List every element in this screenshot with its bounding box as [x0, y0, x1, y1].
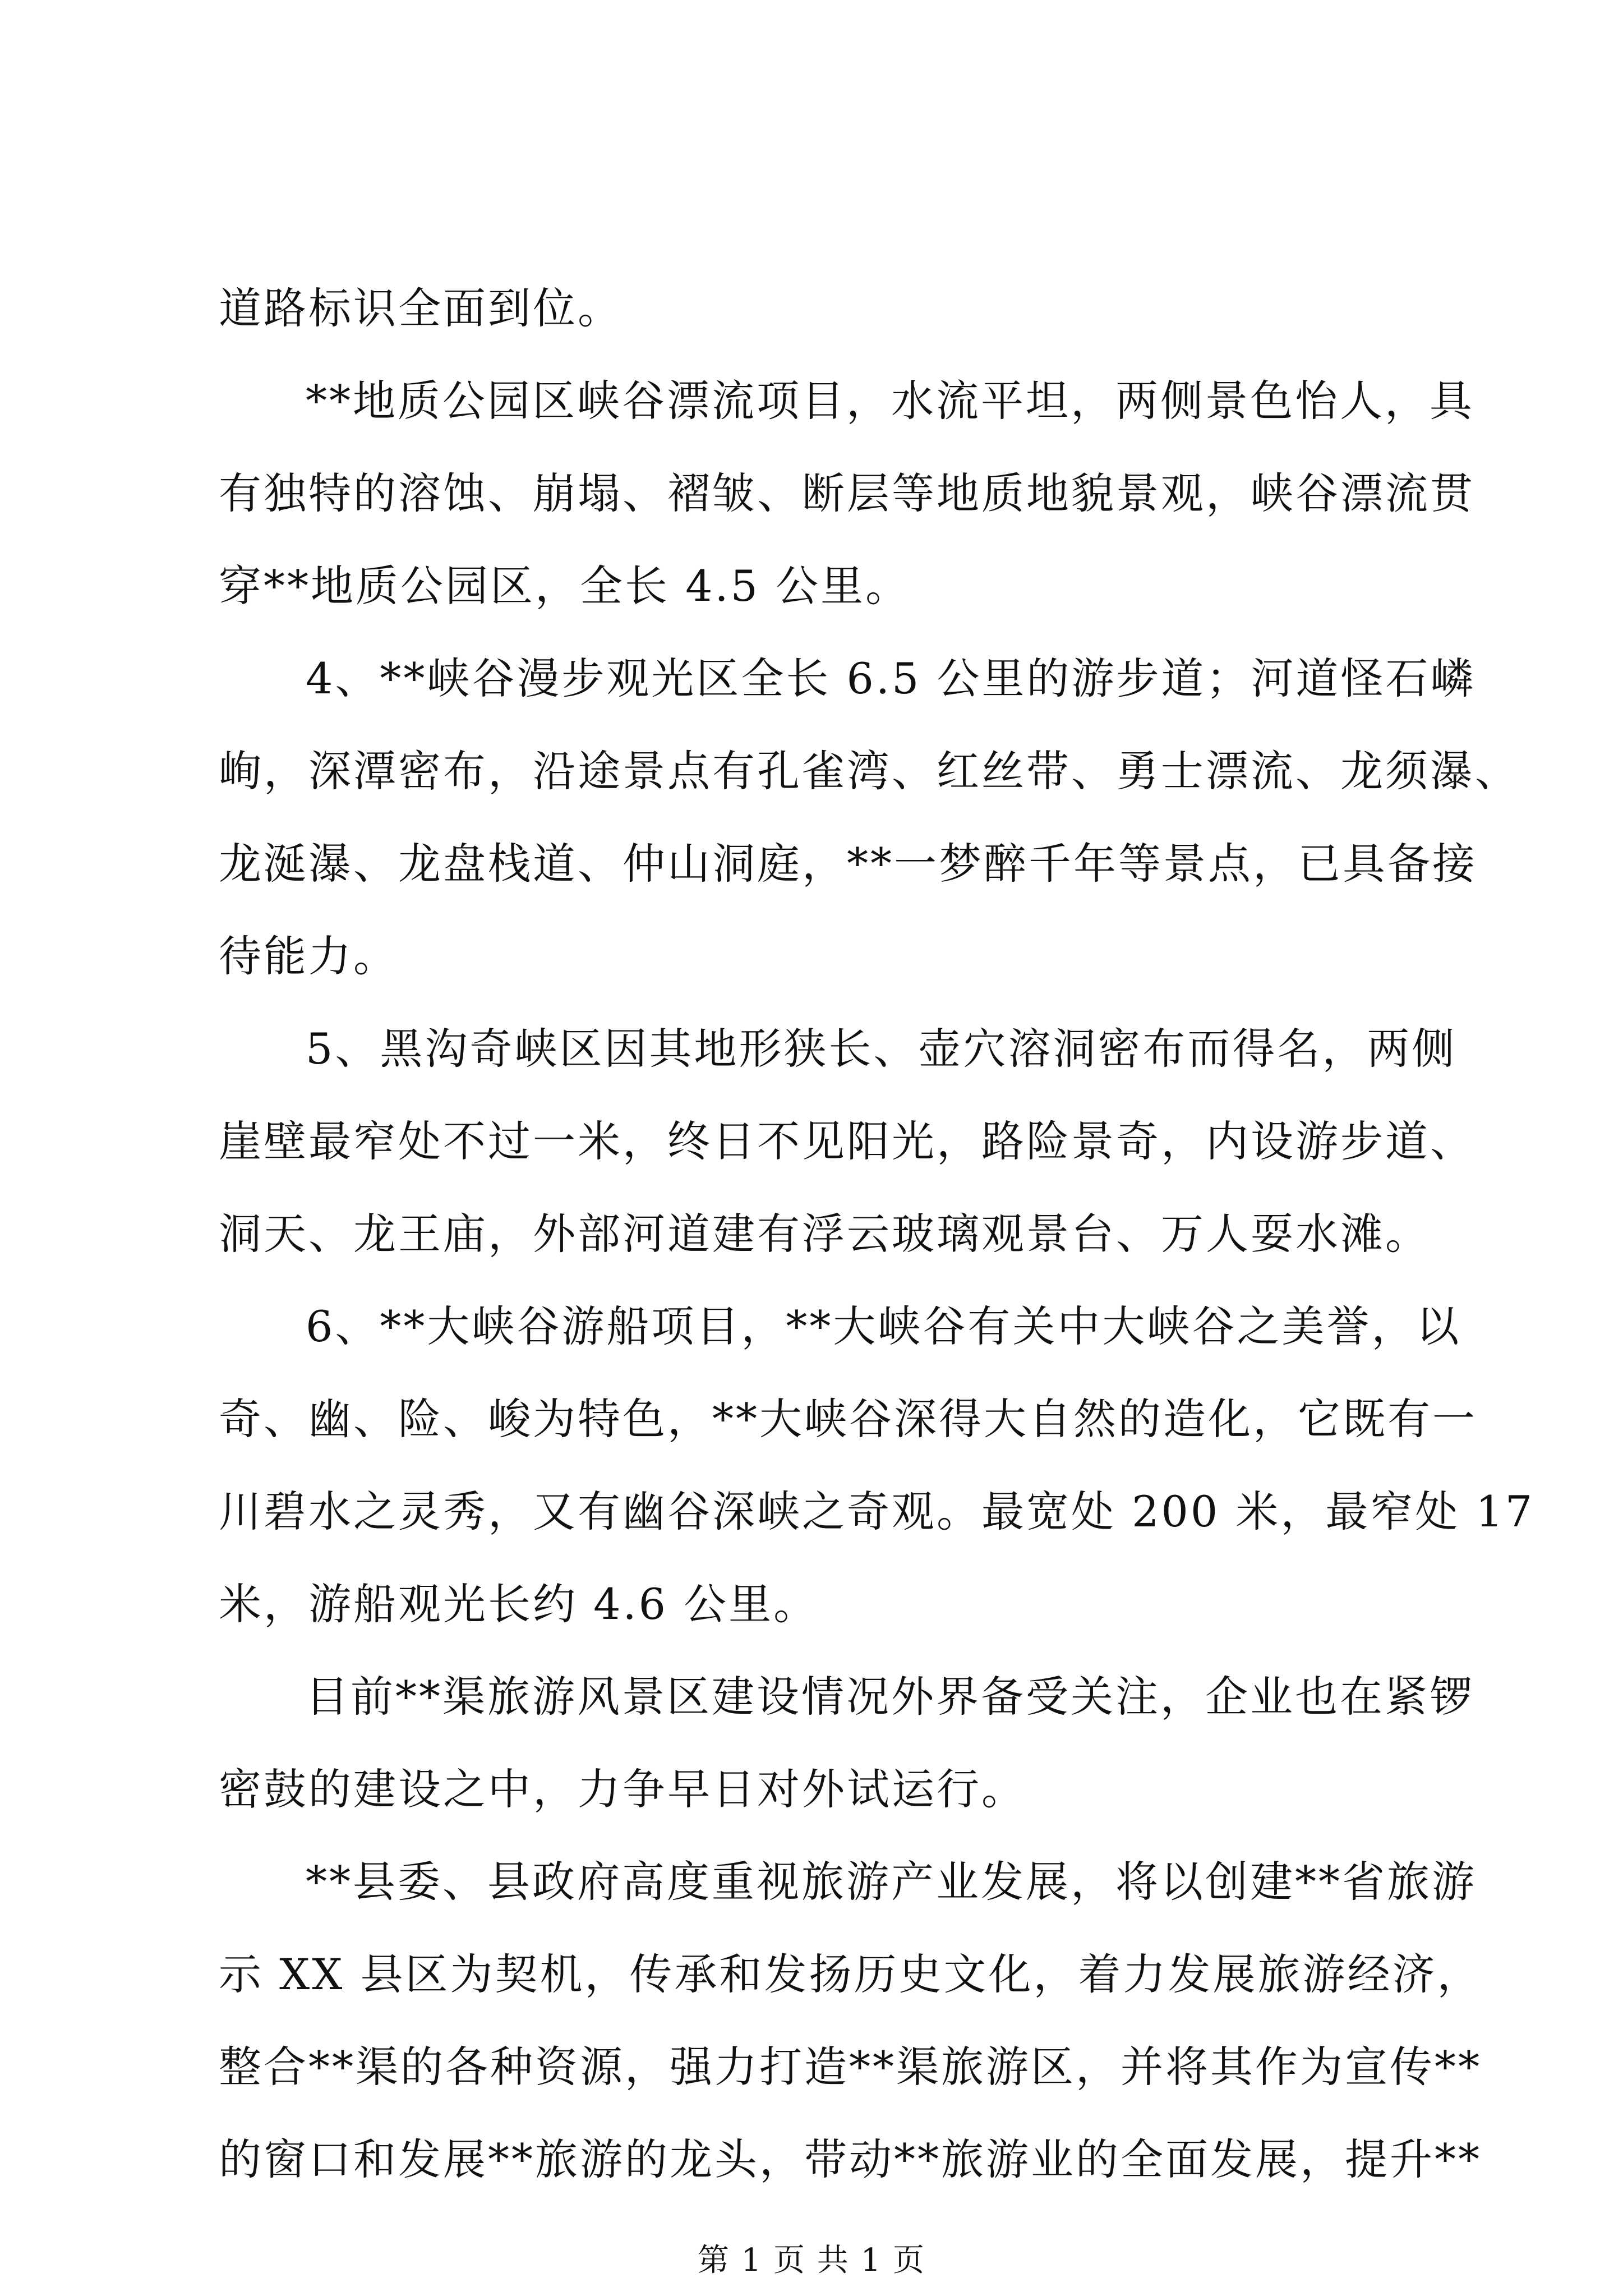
- text-line: 道路标识全面到位。: [219, 283, 623, 333]
- text-line: 穿**地质公园区，全长 4.5 公里。: [219, 561, 911, 611]
- text-line: 米，游船观光长约 4.6 公里。: [219, 1579, 819, 1629]
- text-line: 川碧水之灵秀，又有幽谷深峡之奇观。最宽处 200 米，最窄处 17: [219, 1487, 1535, 1536]
- text-line: **县委、县政府高度重视旅游产业发展，将以创建**省旅游: [306, 1857, 1477, 1907]
- text-line: 洞天、龙王庙，外部河道建有浮云玻璃观景台、万人耍水滩。: [219, 1209, 1430, 1259]
- text-line: 奇、幽、险、峻为特色，**大峡谷深得大自然的造化，它既有一: [219, 1394, 1477, 1444]
- text-line: 5、黑沟奇峡区因其地形狭长、壶穴溶洞密布而得名，两侧: [306, 1024, 1457, 1074]
- page-number-footer: 第 1 页 共 1 页: [697, 2242, 926, 2279]
- text-line: 示 XX 县区为契机，传承和发扬历史文化，着力发展旅游经济，: [219, 1949, 1482, 1999]
- text-line: 待能力。: [219, 931, 398, 981]
- text-line: 整合**渠的各种资源，强力打造**渠旅游区，并将其作为宣传**: [219, 2042, 1482, 2092]
- text-line: 密鼓的建设之中，力争早日对外试运行。: [219, 1764, 1026, 1814]
- text-line: 崖壁最窄处不过一米，终日不见阳光，路险景奇，内设游步道、: [219, 1116, 1475, 1166]
- text-line: **地质公园区峡谷漂流项目，水流平坦，两侧景色怡人，具: [306, 376, 1474, 426]
- text-line: 峋，深潭密布，沿途景点有孔雀湾、红丝带、勇士漂流、龙须瀑、: [219, 746, 1520, 796]
- text-line: 的窗口和发展**旅游的龙头，带动**旅游业的全面发展，提升**: [219, 2134, 1482, 2184]
- text-line: 有独特的溶蚀、崩塌、褶皱、断层等地质地貌景观，峡谷漂流贯: [219, 468, 1475, 518]
- text-line: 4、**峡谷漫步观光区全长 6.5 公里的游步道；河道怪石嶙: [306, 654, 1476, 703]
- text-line: 6、**大峡谷游船项目，**大峡谷有关中大峡谷之美誉，以: [306, 1301, 1461, 1351]
- text-line: 龙涎瀑、龙盘栈道、仲山洞庭，**一梦醉千年等景点，已具备接: [219, 839, 1477, 889]
- text-line: 目前**渠旅游风景区建设情况外界备受关注，企业也在紧锣: [306, 1672, 1474, 1722]
